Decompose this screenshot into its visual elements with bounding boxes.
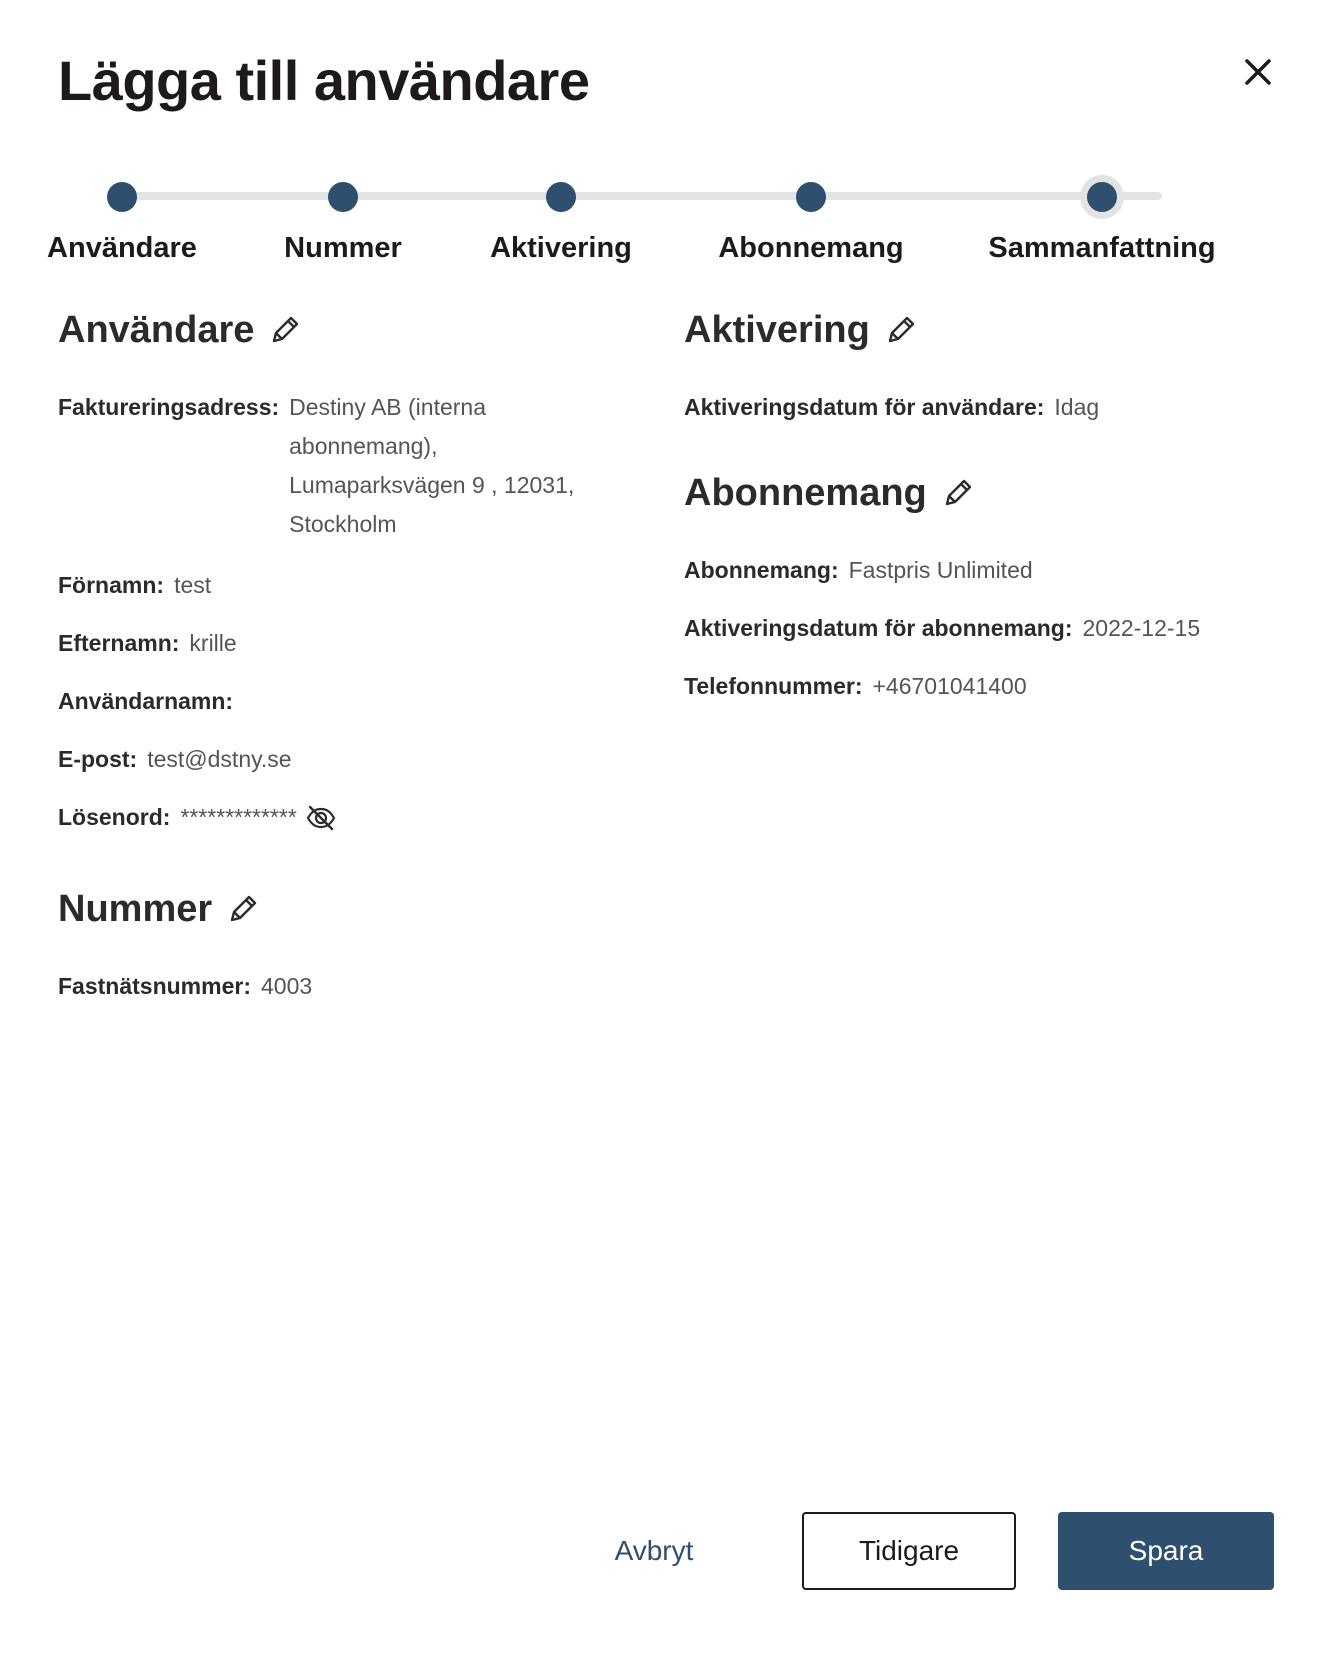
- step-label: Abonnemang: [718, 232, 904, 264]
- email-field: [58, 740, 658, 779]
- subscription-date-value: 2022-12-15: [1082, 615, 1201, 641]
- subscription-plan-field: [684, 551, 1284, 590]
- password-field: [58, 798, 658, 837]
- eye-off-icon[interactable]: [305, 802, 337, 834]
- lastname-value: krille: [189, 630, 237, 656]
- username-field: [58, 682, 658, 721]
- firstname-value: test: [174, 572, 212, 598]
- save-button[interactable]: Spara: [1058, 1512, 1274, 1590]
- lastname-label: Efternamn:: [58, 630, 180, 656]
- email-label: E-post:: [58, 746, 138, 772]
- subscription-plan-value: Fastpris Unlimited: [848, 557, 1033, 583]
- previous-button[interactable]: Tidigare: [802, 1512, 1016, 1590]
- pencil-icon[interactable]: [226, 892, 260, 926]
- section-number-title: [58, 879, 658, 939]
- pencil-icon[interactable]: [884, 313, 918, 347]
- step-dot: [328, 182, 358, 212]
- firstname-field: [58, 566, 658, 605]
- step-label: Aktivering: [490, 232, 632, 264]
- landline-label: Fastnätsnummer:: [58, 973, 251, 999]
- activation-date-label: Aktiveringsdatum för användare:: [684, 394, 1045, 420]
- step-dot: [546, 182, 576, 212]
- pencil-icon[interactable]: [268, 313, 302, 347]
- close-button[interactable]: [1238, 52, 1278, 92]
- firstname-label: Förnamn:: [58, 572, 165, 598]
- summary-left-column: [58, 300, 658, 1006]
- step-label: Sammanfattning: [988, 232, 1216, 264]
- subscription-date-label: Aktiveringsdatum för abonnemang:: [684, 615, 1073, 641]
- billing-address-label: Faktureringsadress:: [58, 394, 280, 420]
- username-label: Användarnamn:: [58, 688, 234, 714]
- phone-number-value: +46701041400: [872, 673, 1027, 699]
- activation-date-field: [684, 388, 1284, 427]
- subscription-date-field: [684, 609, 1284, 648]
- landline-value: 4003: [260, 973, 313, 999]
- lastname-field: [58, 624, 658, 663]
- section-activation-heading: Aktivering: [684, 308, 870, 351]
- step-dot: [107, 182, 137, 212]
- phone-number-label: Telefonnummer:: [684, 673, 863, 699]
- section-user-heading: Användare: [58, 308, 255, 351]
- stepper-track: [128, 192, 1162, 200]
- step-label: Användare: [47, 232, 197, 264]
- billing-address-value: Destiny AB (interna abonnemang), Lumaparksvägen 9 , 12031, Stockholm: [289, 394, 575, 537]
- section-subscription-title: [684, 463, 1284, 523]
- section-activation-title: [684, 300, 1284, 360]
- progress-stepper: [0, 170, 1318, 280]
- section-subscription-heading: Abonnemang: [684, 471, 927, 514]
- billing-address-field: [58, 388, 658, 544]
- email-value: test@dstny.se: [147, 746, 292, 772]
- cancel-button[interactable]: Avbryt: [584, 1512, 724, 1590]
- section-number-heading: Nummer: [58, 887, 213, 930]
- landline-field: [58, 967, 658, 1006]
- summary-right-column: [684, 300, 1284, 706]
- password-label: Lösenord:: [58, 804, 171, 830]
- step-dot: [796, 182, 826, 212]
- phone-number-field: [684, 667, 1284, 706]
- activation-date-value: Idag: [1054, 394, 1100, 420]
- subscription-plan-label: Abonnemang:: [684, 557, 839, 583]
- password-value: *************: [180, 804, 297, 830]
- step-label: Nummer: [284, 232, 402, 264]
- pencil-icon[interactable]: [941, 476, 975, 510]
- step-dot-active: [1087, 182, 1117, 212]
- section-user-title: [58, 300, 658, 360]
- close-icon: [1238, 52, 1278, 92]
- dialog-title: Lägga till användare: [58, 49, 590, 112]
